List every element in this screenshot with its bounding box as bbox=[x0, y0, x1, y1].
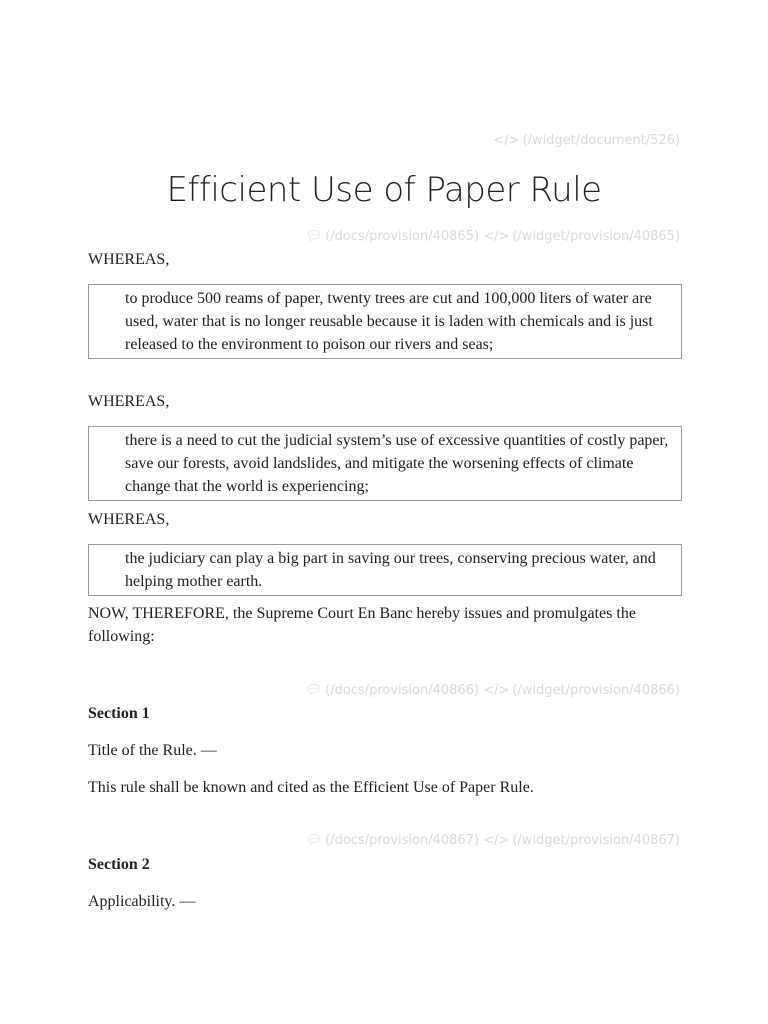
docs-provision-link-2[interactable]: (/docs/provision/40866) bbox=[325, 683, 480, 698]
provision-links-1 bbox=[306, 229, 680, 244]
widget-provision-link-2[interactable]: (/widget/provision/40866) bbox=[512, 683, 680, 698]
docs-provision-link-3[interactable]: (/docs/provision/40867) bbox=[325, 833, 480, 848]
section-2-title: Applicability. — bbox=[88, 893, 196, 910]
docs-provision-link-1[interactable]: (/docs/provision/40865) bbox=[325, 229, 480, 244]
widget-provision-link-1[interactable]: (/widget/provision/40865) bbox=[512, 229, 680, 244]
section-1-body: This rule shall be known and cited as the Efficient Use of Paper Rule. bbox=[88, 779, 534, 796]
whereas-clause-1: to produce 500 reams of paper, twenty trees are cut and 100,000 liters of water are used, water that is no longer reusable because it is laden with chemicals and is just released to the environment to poison our rivers and seas; bbox=[88, 284, 682, 359]
provision-links-2 bbox=[306, 683, 680, 698]
page-title: Efficient Use of Paper Rule bbox=[166, 170, 602, 210]
widget-provision-link-3[interactable]: (/widget/provision/40867) bbox=[512, 833, 680, 848]
section-1-title: Title of the Rule. — bbox=[88, 742, 217, 759]
whereas-clause-2: there is a need to cut the judicial system’s use of excessive quantities of costly paper, save our forests, avoid landslides, and mitigate the worsening effects of climate change that the world is experiencing; bbox=[88, 426, 682, 501]
code-icon: </> bbox=[483, 229, 510, 244]
section-2-heading: Section 2 bbox=[88, 856, 150, 873]
section-1-heading: Section 1 bbox=[88, 705, 150, 722]
code-icon: </> bbox=[483, 683, 510, 698]
provision-links-3 bbox=[306, 833, 680, 848]
code-icon: </> bbox=[483, 833, 510, 848]
whereas-clause-3: the judiciary can play a big part in saving our trees, conserving precious water, and helping mother earth. bbox=[88, 544, 682, 596]
now-therefore-clause: NOW, THEREFORE, the Supreme Court En Banc hereby issues and promulgates the following: bbox=[88, 605, 636, 645]
whereas-label-3: WHEREAS, bbox=[88, 511, 170, 528]
whereas-label-2: WHEREAS, bbox=[88, 393, 170, 410]
comment-icon: 💬︎ bbox=[305, 229, 323, 244]
document-widget-link[interactable] bbox=[493, 133, 680, 148]
comment-icon: 💬︎ bbox=[305, 833, 323, 848]
code-icon: </> bbox=[493, 133, 520, 148]
comment-icon: 💬︎ bbox=[305, 683, 323, 698]
whereas-label-1: WHEREAS, bbox=[88, 251, 170, 268]
document-widget-link-text[interactable]: (/widget/document/526) bbox=[522, 133, 680, 148]
